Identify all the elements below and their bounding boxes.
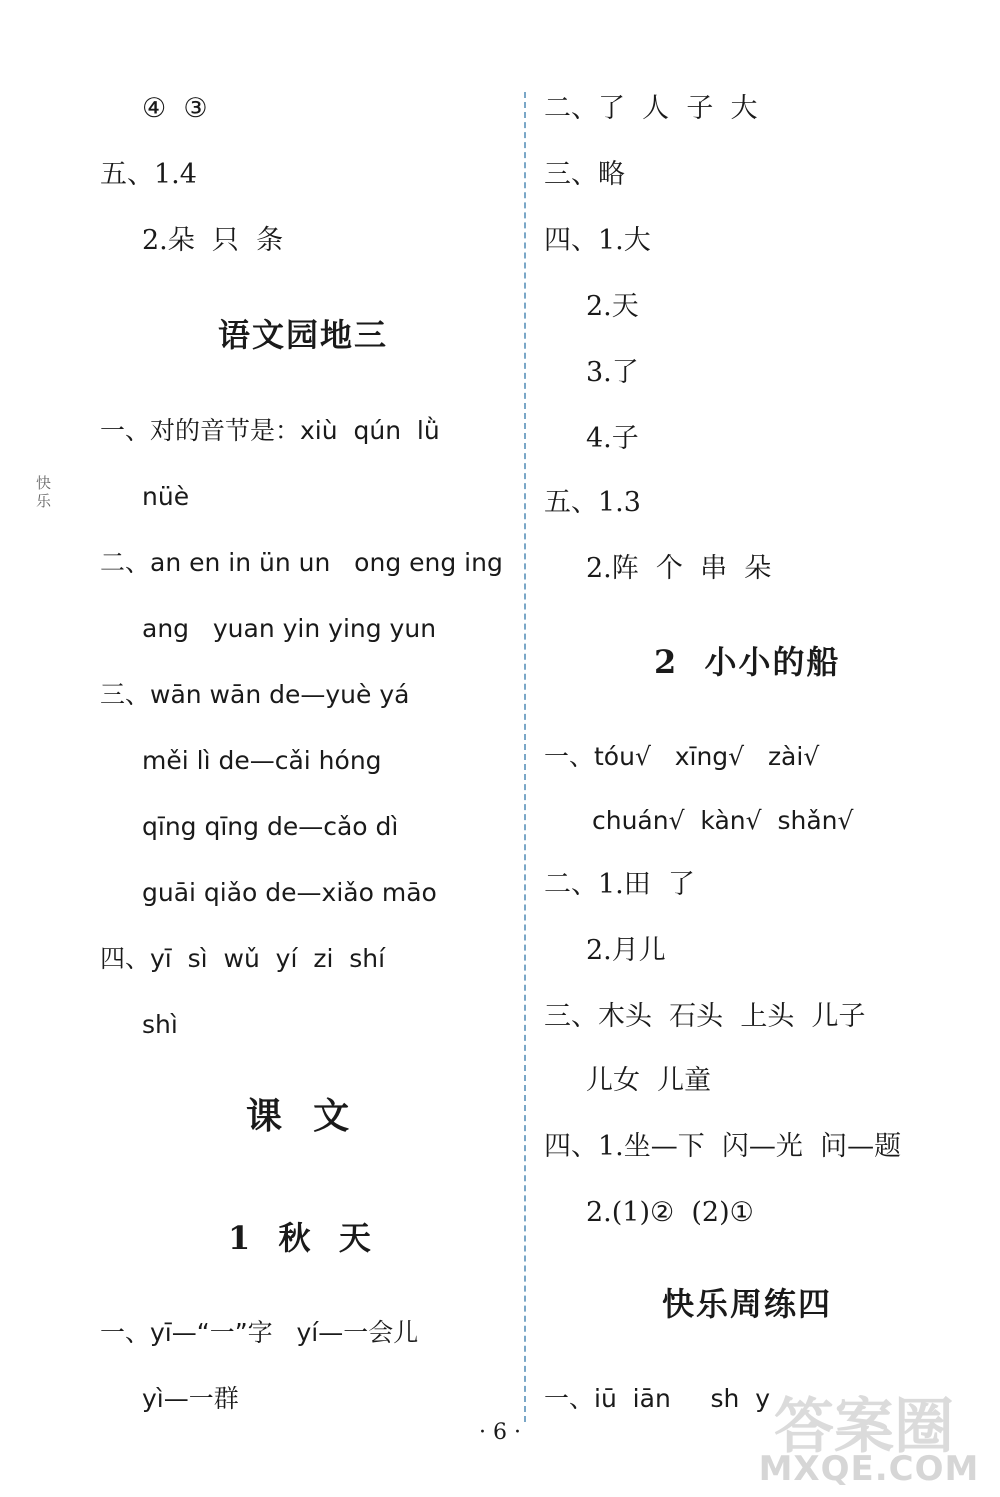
watermark-logo [754,1379,984,1489]
answer-line: 儿女 儿童 [586,1065,712,1096]
answer-line: 一、对的音节是：xiù qún lǜ [100,416,440,445]
answer-line: 2.阵 个 串 朵 [586,553,772,584]
answer-line: guāi qiǎo de—xiǎo māo [142,878,437,907]
answer-line: 四、1.坐—下 闪—光 问—题 [544,1131,902,1162]
answer-line: 三、略 [544,159,625,190]
answer-line: 五、1.4 [100,159,197,190]
answer-line: nüè [142,482,190,511]
section-heading: 课 文 [246,1095,352,1137]
section-heading: 快乐周练四 [662,1285,833,1323]
answer-line: 二、an en in ün un ong eng ing [100,548,503,577]
answer-line: yì—一群 [142,1384,239,1413]
answer-line: shì [142,1010,178,1039]
answer-line: ang yuan yin ying yun [142,614,437,643]
answer-line: 四、1.大 [544,225,651,256]
watermark-logo-text: 答案圈 [774,1392,954,1462]
answer-line: 2.月儿 [586,935,666,966]
answer-line: 一、iū iān sh y [544,1384,771,1413]
answer-line: 2.朵 只 条 [142,225,284,256]
answer-line: 一、tóu√ xīng√ zài√ [544,742,820,771]
answer-line: ④ ③ [142,93,208,124]
answer-line: 四、yī sì wǔ yí zi shí [100,944,386,973]
answer-line: 3.了 [586,357,639,388]
page-number: · 6 · [479,1420,521,1445]
margin-note: 快 乐 [36,474,52,510]
answer-line: 一、yī—“一”字 yí—一会儿 [100,1318,419,1347]
answer-line: 三、木头 石头 上头 儿子 [544,1001,866,1032]
watermark-url: MXQE.COM [758,1449,980,1489]
lesson-heading: 1 秋 天 [228,1219,373,1257]
answer-line: měi lì de—cǎi hóng [142,746,382,775]
answer-line: 二、1.田 了 [544,869,695,900]
answer-line: 4.子 [586,423,639,454]
answer-line: chuán√ kàn√ shǎn√ [592,806,854,835]
answer-line: 三、wān wān de—yuè yá [100,680,410,709]
section-heading: 语文园地三 [218,316,389,354]
answer-line: 二、了 人 子 大 [544,93,758,124]
answer-line: qīng qīng de—cǎo dì [142,812,399,841]
answer-line: 五、1.3 [544,487,641,518]
column-divider [524,92,526,1422]
lesson-heading: 2 小小的船 [654,643,841,681]
answer-line: 2.天 [586,291,639,322]
answer-line: 2.(1)② (2)① [586,1197,754,1228]
